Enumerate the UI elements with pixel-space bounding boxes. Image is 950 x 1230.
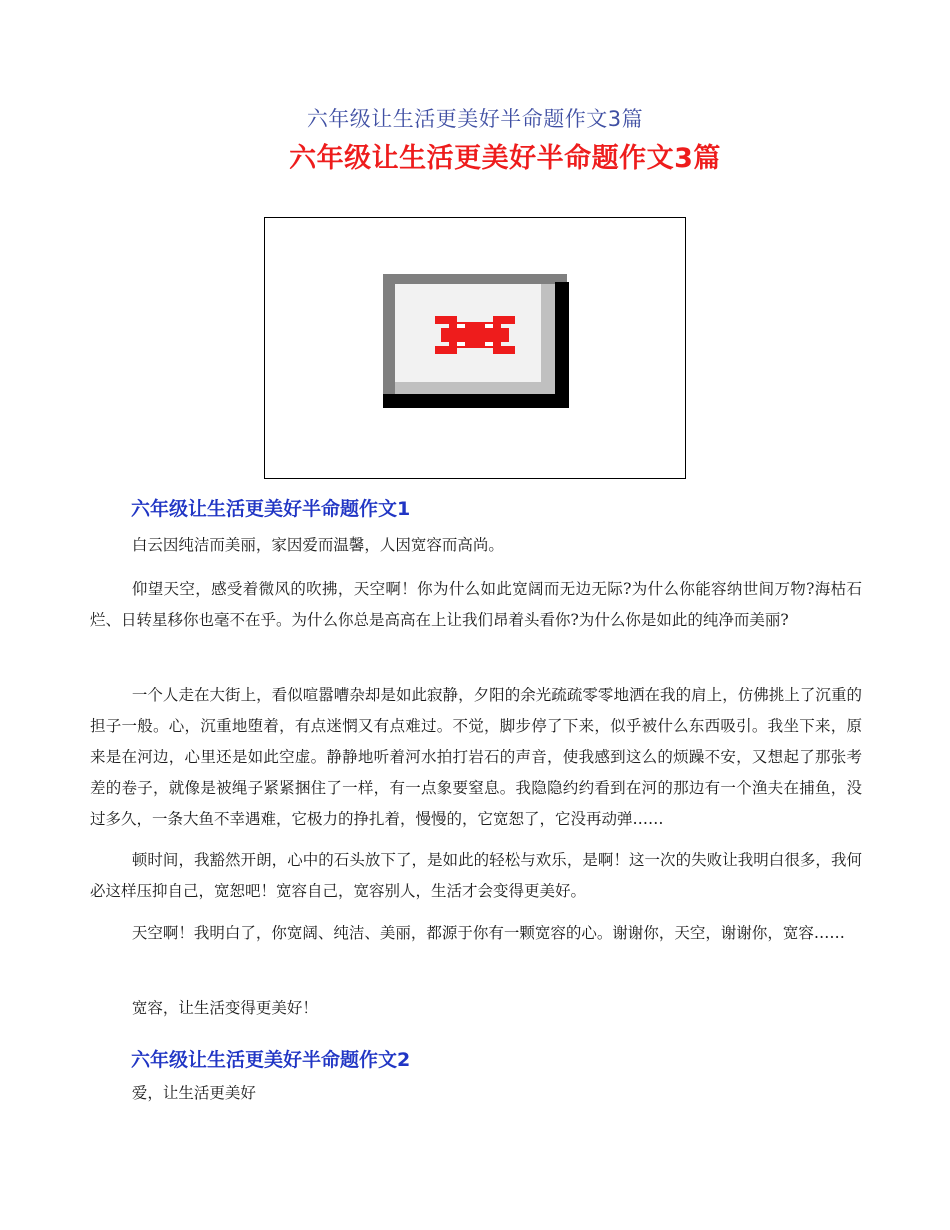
paragraph-1-2: 仰望天空，感受着微风的吹拂，天空啊！你为什么如此宽阔而无边无际?为什么你能容纳世间万物?海枯石烂、日转星移你也毫不在乎。为什么你总是高高在上让我们昂着头看你?为什么你是如此的纯净而美丽? (90, 580, 862, 629)
image-placeholder-frame (264, 217, 686, 479)
paragraph-1-6: 宽容，让生活变得更美好！ (131, 999, 318, 1017)
section-heading-2: 六年级让生活更美好半命题作文2 (131, 1049, 411, 1071)
paragraph-1-1: 白云因纯洁而美丽，家因爱而温馨，人因宽容而高尚。 (131, 536, 504, 554)
broken-image-icon (383, 274, 569, 408)
header-title: 六年级让生活更美好半命题作文3篇 (306, 107, 644, 131)
paragraph-2-1: 爱，让生活更美好 (131, 1084, 256, 1102)
section-heading-1: 六年级让生活更美好半命题作文1 (131, 498, 411, 520)
document-title: 六年级让生活更美好半命题作文3篇 (289, 143, 721, 174)
paragraph-1-4: 顿时间，我豁然开朗，心中的石头放下了，是如此的轻松与欢乐，是啊！这一次的失败让我明白很多，我何必这样压抑自己，宽恕吧！宽容自己，宽容别人，生活才会变得更美好。 (90, 851, 862, 900)
paragraph-1-5: 天空啊！我明白了，你宽阔、纯洁、美丽，都源于你有一颗宽容的心。谢谢你，天空，谢谢你，宽容…… (131, 924, 845, 942)
paragraph-1-3: 一个人走在大街上，看似喧嚣嘈杂却是如此寂静，夕阳的余光疏疏零零地洒在我的肩上，仿佛挑上了沉重的担子一般。心，沉重地堕着，有点迷惘又有点难过。不觉，脚步停了下来，似乎被什么东西吸引。我坐下来，原来是在河边，心里还是如此空虚。静静地听着河水拍打岩石的声音，使我感到这么的烦躁不安，又想起了那张考差的卷子，就像是被绳子紧紧捆住了一样，有一点象要窒息。我隐隐约约看到在河的那边有一个渔夫在捕鱼，没过多久，一条大鱼不幸遇难，它极力的挣扎着，慢慢的，它宽恕了，它没再动弹…… (90, 686, 862, 828)
